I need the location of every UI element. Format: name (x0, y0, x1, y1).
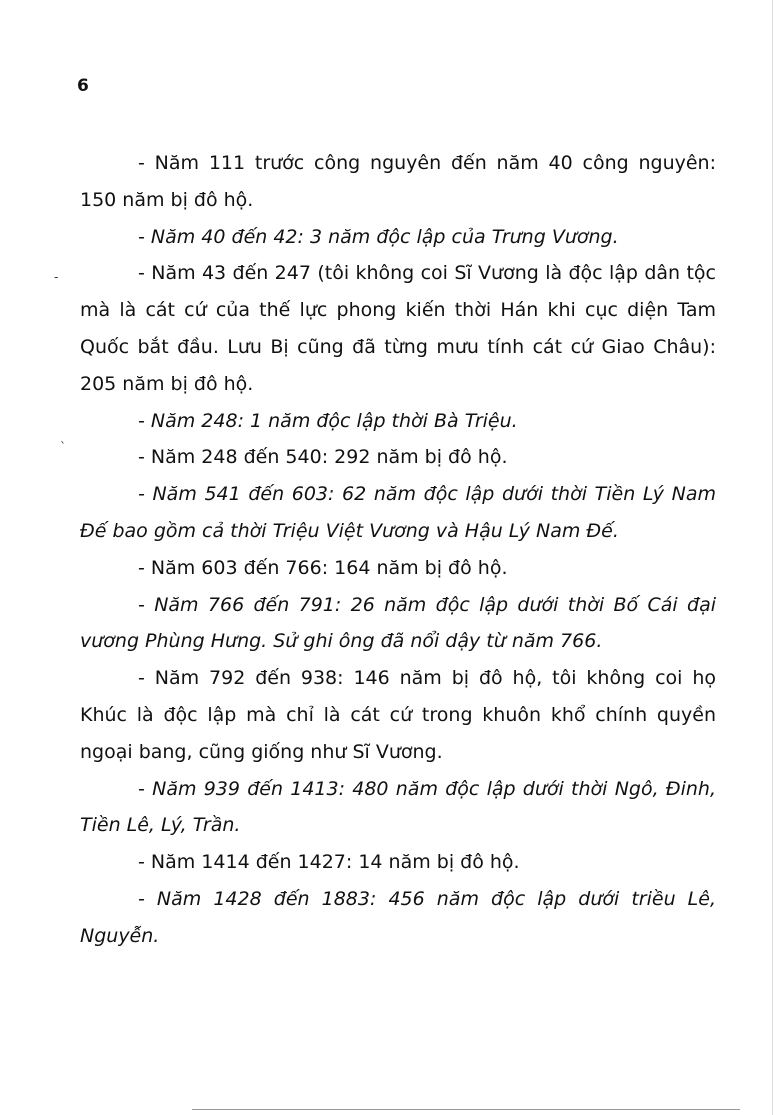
stray-tick-mark: ˋ (60, 440, 66, 454)
paragraph-12: - Năm 1428 đến 1883: 456 năm độc lập dưới triều Lê, Nguyễn. (80, 887, 716, 947)
paragraph-6: - Năm 541 đến 603: 62 năm độc lập dưới thời Tiền Lý Nam Đế bao gồm cả thời Triệu Việt Vương và Hậu Lý Nam Đế. (80, 483, 716, 542)
bottom-rule-divider (192, 1109, 740, 1110)
paragraph-5: - Năm 248 đến 540: 292 năm bị đô hộ. (138, 446, 508, 469)
body-text (80, 145, 716, 955)
paragraph-10: - Năm 939 đến 1413: 480 năm độc lập dưới thời Ngô, Đinh, Tiền Lê, Lý, Trần. (80, 777, 716, 837)
paragraph-9: - Năm 792 đến 938: 146 năm bị đô hộ, tôi không coi họ Khúc là độc lập mà chỉ là cát cứ trong khuôn khổ chính quyền ngoại bang, cũng giống như Sĩ Vương. (80, 667, 716, 763)
stray-dash-mark: - (54, 270, 59, 284)
paragraph-8: - Năm 766 đến 791: 26 năm độc lập dưới thời Bố Cái đại vương Phùng Hưng. Sử ghi ông đã nổi dậy từ năm 766. (80, 593, 716, 653)
paragraph-1: - Năm 111 trước công nguyên đến năm 40 công nguyên: 150 năm bị đô hộ. (80, 152, 716, 211)
paragraph-7: - Năm 603 đến 766: 164 năm bị đô hộ. (138, 556, 508, 579)
paragraph-4: - Năm 248: 1 năm độc lập thời Bà Triệu. (138, 409, 518, 432)
paragraph-2: - Năm 40 đến 42: 3 năm độc lập của Trưng Vương. (138, 225, 619, 248)
paragraph-3: - Năm 43 đến 247 (tôi không coi Sĩ Vương là độc lập dân tộc mà là cát cứ của thế lực phong kiến thời Hán khi cục diện Tam Quốc bắt đầu. Lưu Bị cũng đã từng mưu tính cát cứ Giao Châu): 205 năm bị đô hộ. (80, 262, 716, 395)
paragraph-11: - Năm 1414 đến 1427: 14 năm bị đô hộ. (138, 851, 520, 874)
page-number: 6 (77, 76, 89, 96)
